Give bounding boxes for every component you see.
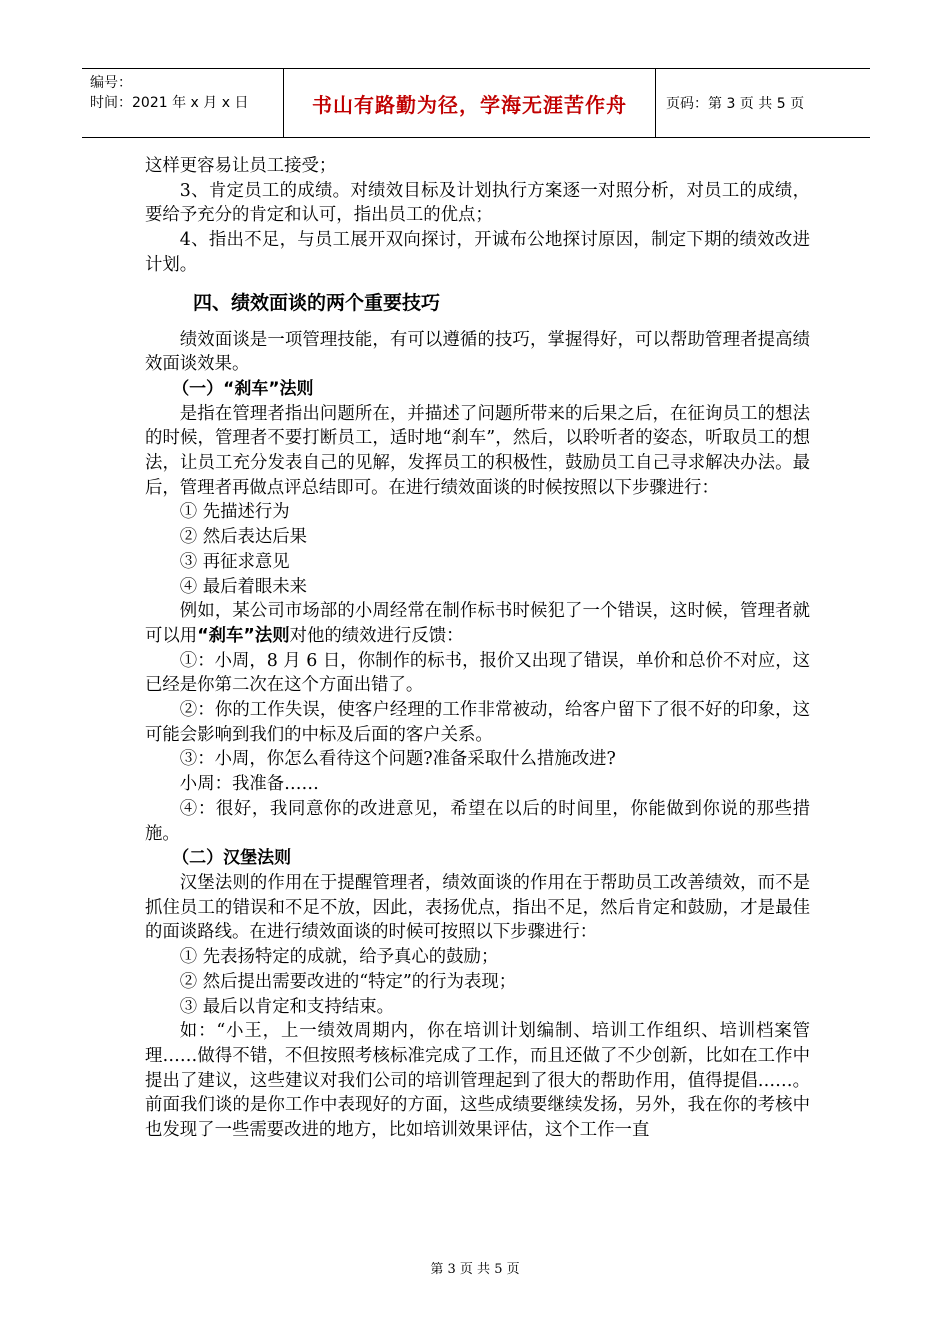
paragraph: 绩效面谈是一项管理技能，有可以遵循的技巧，掌握得好，可以帮助管理者提高绩效面谈效果。	[145, 329, 810, 375]
paragraph: 3、肯定员工的成绩。对绩效目标及计划执行方案逐一对照分析，对员工的成绩，要给予充分的肯定和认可，指出员工的优点；	[145, 180, 810, 226]
text-run: 对他的绩效进行反馈：	[289, 625, 464, 646]
dialogue-line: 小周：我准备……	[179, 774, 319, 795]
header-motto-cell	[284, 69, 656, 137]
dialogue-line: ①：小周，8 月 6 日，你制作的标书，报价又出现了错误，单价和总价不对应，这已经是你第二次在这个方面出错了。	[145, 650, 810, 696]
paragraph: 这样更容易让员工接受；	[145, 156, 337, 176]
paragraph	[145, 599, 810, 648]
paragraph: 如：“小王，上一绩效周期内，你在培训计划编制、培训工作组织、培训档案管理……做得不错，不但按照考核标准完成了工作，而且还做了不少创新，比如在工作中提出了建议，这些建议对我们公司的培训管理起到了很大的帮助作用，值得提倡……。前面我们谈的是你工作中表现好的方面，这些成绩要继续发扬，另外，我在你的考核中也发现了一些需要改进的地方，比如培训效果评估，这个工作一直	[145, 1021, 810, 1141]
header-motto: 书山有路勤为径，学海无涯苦作舟	[312, 92, 627, 117]
header-meta	[82, 69, 284, 137]
list-item: ③ 最后以肯定和支持结束。	[179, 996, 395, 1017]
list-item: ④ 最后着眼未来	[179, 576, 308, 597]
header-number: 编号：	[90, 75, 132, 91]
dialogue-line: ②：你的工作失误，使客户经理的工作非常被动，给客户留下了很不好的印象，这可能会影响到我们的中标及后面的客户关系。	[145, 700, 810, 745]
text-run: 例如，某公司市场部的小周经常在制作标书时候犯了一个错误，这时候，管理者就可以用	[145, 601, 810, 646]
page-header	[82, 68, 870, 138]
dialogue-line: ④：很好，我同意你的改进意见，希望在以后的时间里，你能做到你说的那些措施。	[145, 798, 810, 844]
section-title: 四、绩效面谈的两个重要技巧	[193, 291, 441, 314]
paragraph: 汉堡法则的作用在于提醒管理者，绩效面谈的作用在于帮助员工改善绩效，而不是抓住员工的错误和不足不放，因此，表扬优点，指出不足，然后肯定和鼓励，才是最佳的面谈路线。在进行绩效面谈的时候可按照以下步骤进行：	[145, 872, 810, 943]
list-item: ① 先描述行为	[179, 502, 290, 523]
list-item: ③ 再征求意见	[179, 551, 290, 572]
list-item: ② 然后提出需要改进的“特定”的行为表现；	[179, 971, 517, 992]
list-item: ② 然后表达后果	[179, 527, 308, 548]
subsection-title: （一）“刹车”法则	[172, 378, 314, 399]
subsection-title: （二）汉堡法则	[172, 848, 292, 869]
header-page-label: 页码：第 3 页 共 5 页	[666, 96, 805, 112]
paragraph: 是指在管理者指出问题所在，并描述了问题所带来的后果之后，在征询员工的想法的时候，管理者不要打断员工，适时地“刹车”，然后，以聆听者的姿态，听取员工的想法，让员工充分发表自己的见解，发挥员工的积极性，鼓励员工自己寻求解决办法。最后，管理者再做点评总结即可。在进行绩效面谈的时候按照以下步骤进行：	[145, 403, 810, 498]
dialogue-line: ③：小周，你怎么看待这个问题?准备采取什么措施改进?	[179, 749, 616, 770]
header-time: 时间：2021 年 x 月 x 日	[90, 95, 249, 111]
page-footer: 第 3 页 共 5 页	[430, 1262, 520, 1277]
paragraph: 4、指出不足，与员工展开双向探讨，开诚布公地探讨原因，制定下期的绩效改进计划。	[145, 230, 810, 275]
bold-text-run: “刹车”法则	[197, 625, 290, 646]
document-body	[145, 154, 810, 1143]
list-item: ① 先表扬特定的成就，给予真心的鼓励；	[179, 947, 499, 968]
